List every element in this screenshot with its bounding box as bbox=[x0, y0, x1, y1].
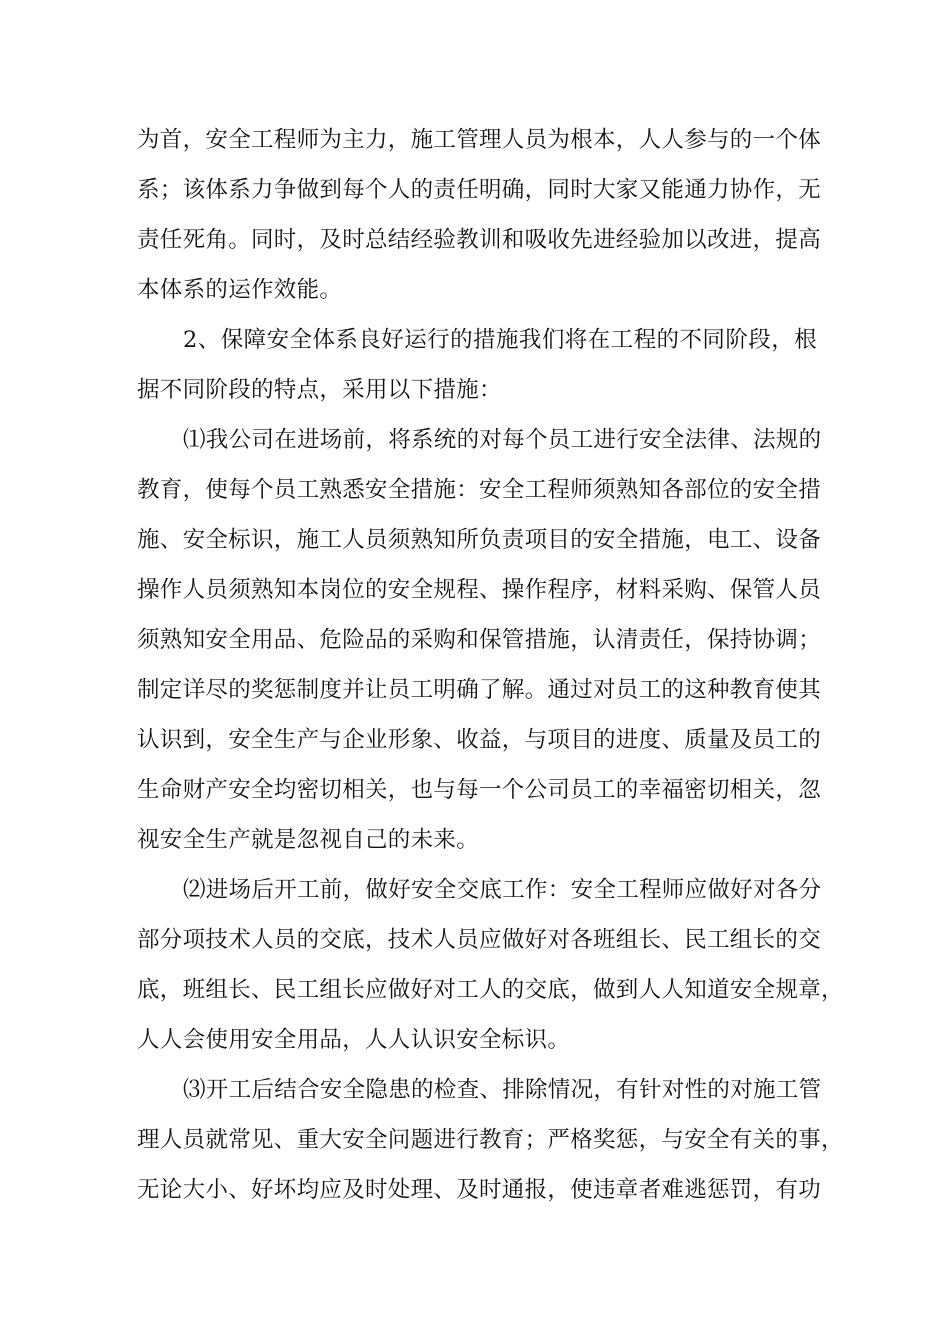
text-line: ⑶开工后结合安全隐患的检查、排除情况，有针对性的对施工管 bbox=[183, 1077, 822, 1103]
text-line: 部分项技术人员的交底，技术人员应做好对各班组长、民工组长的交 bbox=[137, 927, 822, 953]
text-line: 责任死角。同时，及时总结经验教训和吸收先进经验加以改进，提高 bbox=[137, 227, 822, 253]
text-line: 视安全生产就是忽视自己的未来。 bbox=[137, 827, 480, 853]
text-line: 底，班组长、民工组长应做好对工人的交底，做到人人知道安全规章， bbox=[137, 977, 844, 1003]
text-line: 无论大小、好坏均应及时处理、及时通报，使违章者难逃惩罚，有功 bbox=[137, 1177, 822, 1203]
text-line: 据不同阶段的特点，采用以下措施： bbox=[137, 377, 502, 403]
text-line: 教育，使每个员工熟悉安全措施：安全工程师须熟知各部位的安全措 bbox=[137, 477, 822, 503]
text-line: 施、安全标识，施工人员须熟知所负责项目的安全措施，电工、设备 bbox=[137, 527, 822, 553]
text-line: 制定详尽的奖惩制度并让员工明确了解。通过对员工的这种教育使其 bbox=[137, 677, 822, 703]
text-line: 系；该体系力争做到每个人的责任明确，同时大家又能通力协作，无 bbox=[137, 177, 822, 203]
text-line: ⑵进场后开工前，做好安全交底工作：安全工程师应做好对各分 bbox=[183, 877, 822, 903]
text-line: 人人会使用安全用品，人人认识安全标识。 bbox=[137, 1027, 571, 1053]
text-line: ⑴我公司在进场前，将系统的对每个员工进行安全法律、法规的 bbox=[183, 427, 822, 453]
text-line: 为首，安全工程师为主力，施工管理人员为根本，人人参与的一个体 bbox=[137, 127, 822, 153]
text-line: 生命财产安全均密切相关，也与每一个公司员工的幸福密切相关，忽 bbox=[137, 777, 822, 803]
text-line: 操作人员须熟知本岗位的安全规程、操作程序，材料采购、保管人员 bbox=[137, 577, 822, 603]
text-line: 理人员就常见、重大安全问题进行教育；严格奖惩，与安全有关的事， bbox=[137, 1127, 844, 1153]
text-line: 须熟知安全用品、危险品的采购和保管措施，认清责任，保持协调； bbox=[137, 627, 822, 653]
text-line: 本体系的运作效能。 bbox=[137, 277, 343, 303]
text-line: 认识到，安全生产与企业形象、收益，与项目的进度、质量及员工的 bbox=[137, 727, 822, 753]
text-line: 2、保障安全体系良好运行的措施我们将在工程的不同阶段，根 bbox=[183, 327, 817, 353]
